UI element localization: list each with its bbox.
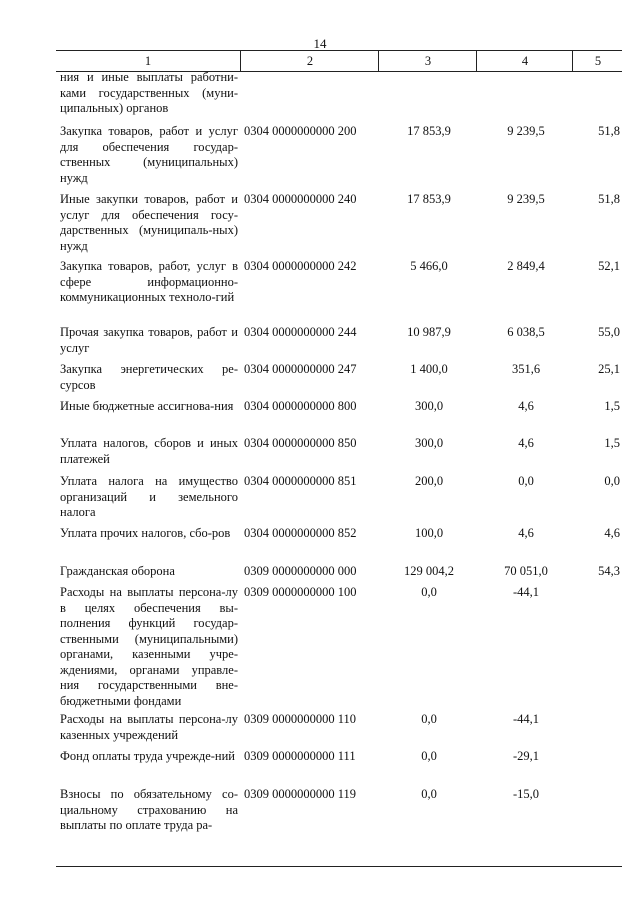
- row-plan-value: 17 853,9: [407, 124, 451, 138]
- row-percent: 4,6: [604, 526, 620, 540]
- row-plan-value: 300,0: [414, 399, 444, 413]
- column-header-4: 4: [476, 51, 573, 71]
- row-budget-code: 0309 0000000000 100: [244, 585, 357, 599]
- row-actual-value: 2 849,4: [507, 259, 545, 273]
- row-percent: 54,3: [598, 564, 620, 578]
- row-plan-value: 129 004,2: [404, 564, 454, 578]
- row-budget-code: 0304 0000000000 851: [244, 474, 357, 488]
- row-description: Уплата налога на имущество организаций и земельного налога: [60, 474, 238, 519]
- row-budget-code: 0304 0000000000 800: [244, 399, 357, 413]
- row-actual-value: 6 038,5: [507, 325, 545, 339]
- row-budget-code: 0309 0000000000 111: [244, 749, 356, 763]
- row-actual-value: -29,1: [512, 749, 540, 763]
- row-budget-code: 0309 0000000000 119: [244, 787, 357, 801]
- page-number: 14: [313, 36, 327, 51]
- row-plan-value: 0,0: [421, 585, 437, 599]
- row-budget-code: 0304 0000000000 240: [244, 192, 357, 206]
- row-plan-value: 100,0: [414, 526, 444, 540]
- row-actual-value: 4,6: [518, 526, 534, 540]
- row-description: Прочая закупка товаров, работ и услуг: [60, 325, 238, 355]
- table-bottom-border: [56, 866, 622, 867]
- column-header-5: 5: [572, 51, 623, 71]
- row-percent: 0,0: [604, 474, 620, 488]
- row-description: Закупка товаров, работ, услуг в сфере информационно-коммуникационных техноло-гий: [60, 259, 238, 304]
- row-actual-value: -44,1: [512, 585, 540, 599]
- table-header: [56, 50, 622, 72]
- row-budget-code: 0309 0000000000 000: [244, 564, 357, 578]
- row-budget-code: 0304 0000000000 852: [244, 526, 357, 540]
- row-actual-value: -44,1: [512, 712, 540, 726]
- row-percent: 51,8: [598, 192, 620, 206]
- row-description: Фонд оплаты труда учрежде-ний: [60, 749, 235, 763]
- row-percent: 25,1: [598, 362, 620, 376]
- row-actual-value: -15,0: [512, 787, 540, 801]
- column-header-2: 2: [240, 51, 379, 71]
- row-plan-value: 0,0: [421, 749, 437, 763]
- row-actual-value: 0,0: [518, 474, 534, 488]
- row-description: Закупка энергетических ре-сурсов: [60, 362, 238, 392]
- row-plan-value: 300,0: [414, 436, 444, 450]
- row-description: Иные закупки товаров, работ и услуг для обеспечения госу-дарственных (муниципаль-ных) нужд: [60, 192, 238, 253]
- row-percent: 1,5: [604, 436, 620, 450]
- row-percent: 51,8: [598, 124, 620, 138]
- row-actual-value: 4,6: [518, 436, 534, 450]
- row-plan-value: 1 400,0: [410, 362, 448, 376]
- row-plan-value: 0,0: [421, 712, 437, 726]
- row-budget-code: 0304 0000000000 850: [244, 436, 357, 450]
- column-header-3: 3: [378, 51, 477, 71]
- row-plan-value: 0,0: [421, 787, 437, 801]
- row-description: Закупка товаров, работ и услуг для обеспечения государ-ственных (муниципальных) нужд: [60, 124, 238, 185]
- row-budget-code: 0309 0000000000 110: [244, 712, 357, 726]
- row-budget-code: 0304 0000000000 242: [244, 259, 357, 273]
- row-percent: 55,0: [598, 325, 620, 339]
- row-plan-value: 10 987,9: [407, 325, 451, 339]
- row-actual-value: 351,6: [511, 362, 541, 376]
- row-description: Взносы по обязательному со-циальному страхованию на выплаты по оплате труда ра-: [60, 787, 238, 832]
- row-description: ния и иные выплаты работни-ками государственных (муни-ципальных) органов: [60, 70, 238, 115]
- row-budget-code: 0304 0000000000 200: [244, 124, 357, 138]
- row-description: Иные бюджетные ассигнова-ния: [60, 399, 234, 413]
- row-actual-value: 4,6: [518, 399, 534, 413]
- row-description: Гражданская оборона: [60, 564, 175, 578]
- column-header-1: 1: [144, 54, 152, 68]
- row-plan-value: 17 853,9: [407, 192, 451, 206]
- row-percent: 1,5: [604, 399, 620, 413]
- row-description: Расходы на выплаты персона-лу казенных учреждений: [60, 712, 238, 742]
- row-percent: 52,1: [598, 259, 620, 273]
- row-budget-code: 0304 0000000000 244: [244, 325, 357, 339]
- row-description: Уплата налогов, сборов и иных платежей: [60, 436, 238, 466]
- row-actual-value: 9 239,5: [507, 124, 545, 138]
- row-description: Уплата прочих налогов, сбо-ров: [60, 526, 231, 540]
- row-actual-value: 70 051,0: [504, 564, 548, 578]
- row-actual-value: 9 239,5: [507, 192, 545, 206]
- row-plan-value: 200,0: [414, 474, 444, 488]
- row-plan-value: 5 466,0: [410, 259, 448, 273]
- row-budget-code: 0304 0000000000 247: [244, 362, 357, 376]
- row-description: Расходы на выплаты персона-лу в целях обеспечения вы-полнения функций государ-ственными (муниципальными) органами, казенными учре-ждениями, органами управле-ния государственными вне-бюджетными фондами: [60, 585, 238, 708]
